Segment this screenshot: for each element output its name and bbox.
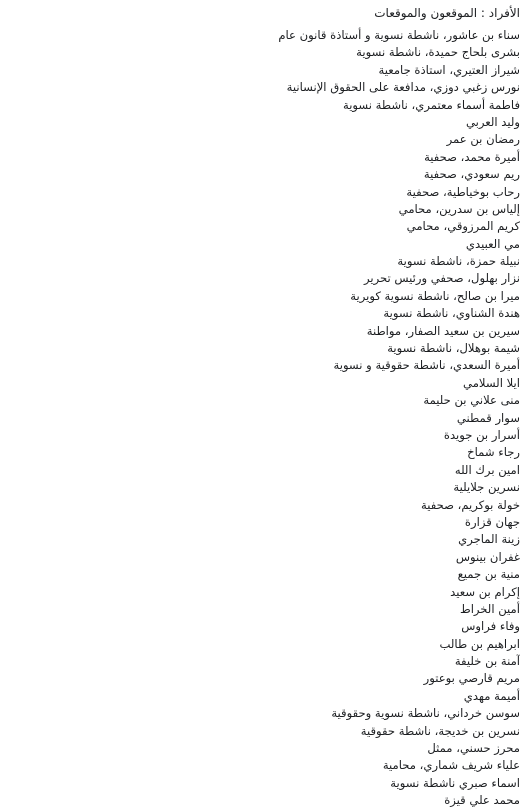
signatory-item: بشرى بلحاج حميدة، ناشطة نسوية (356, 45, 520, 60)
signatory-item: نزار بهلول، صحفي ورئيس تحرير (363, 271, 520, 286)
signatory-item: شيراز العتيري، استاذة جامعية (378, 62, 520, 77)
signatory-item: خولة بوكريم، صحفية (421, 497, 520, 512)
signatory-item: سيرين بن سعيد الصفار، مواطنة (366, 323, 520, 338)
signatory-item: منى علاني بن حليمة (423, 393, 520, 408)
signatory-item: نورس زغبي دوزي، مدافعة على الحقوق الإنسانية (286, 80, 520, 95)
signatory-item: هندة الشناوي، ناشطة نسوية (383, 306, 520, 321)
signatory-item: غفران بينوس (455, 549, 520, 564)
signatory-item: امين برك الله (454, 462, 520, 477)
signatory-item: سوار قمطني (456, 410, 520, 425)
signatory-item: نبيلة حمزة، ناشطة نسوية (397, 254, 520, 269)
signatory-item: أميمة مهدي (463, 688, 520, 703)
signatory-item: فاطمة أسماء معتمري، ناشطة نسوية (342, 97, 520, 112)
signatory-item: رجاء شماخ (467, 445, 520, 460)
signatory-item: إكرام بن سعيد (450, 584, 520, 599)
signatory-item: مي العبيدي (465, 236, 520, 251)
signatory-item: جهان قزارة (464, 514, 520, 529)
signatory-item: ريم سعودي، صحفية (423, 167, 520, 182)
signatory-item: إلياس بن سدرين، محامي (398, 201, 520, 216)
signatory-item: وليد العربي (465, 114, 520, 129)
signatory-item: سناء بن عاشور، ناشطة نسوية و أستاذة قانون عام (278, 28, 520, 42)
signatory-item: منية بن جميع (457, 567, 520, 582)
signatory-item: كريم المرزوقي، محامي (406, 219, 520, 234)
signatory-list (50, 27, 520, 810)
signatory-item: شيمة بوهلال، ناشطة نسوية (387, 341, 520, 356)
signatory-item: أميرة محمد، صحفية (424, 149, 520, 164)
signatory-item: أسرار بن جويدة (443, 427, 520, 442)
signatory-item: زينة الماجري (458, 532, 520, 547)
signatory-item: آمنة بن خليفة (454, 654, 520, 669)
signatory-item: أمين الخراط (459, 601, 520, 616)
signatory-item: أميرة السعدي، ناشطة حقوقية و نسوية (333, 358, 520, 373)
signatory-item: ميرا بن صالح، ناشطة نسوية كويرية (350, 288, 520, 303)
signatory-item: ايلا السلامي (463, 375, 520, 390)
signatory-item: رحاب بوخياطية، صحفية (406, 184, 520, 199)
signatory-item: سوسن خرداني، ناشطة نسوية وحقوقية (331, 706, 520, 721)
signatory-item: ابراهيم بن طالب (439, 636, 520, 651)
section-heading: الأفراد : الموقعون والموقعات (374, 6, 520, 20)
signatory-item: علياء شريف شماري، محامية (382, 758, 520, 773)
signatory-item: وفاء فراوس (461, 619, 520, 634)
signatory-item: رمضان بن عمر (446, 132, 520, 147)
signatory-item: محرز حسني، ممثل (427, 741, 520, 756)
signatory-item: اسماء صبري ناشطة نسوية (390, 775, 520, 790)
signatory-item: نسرين جلايلية (453, 480, 520, 495)
signatory-item: نسرين بن خديجة، ناشطة حقوقية (360, 723, 520, 738)
signatory-item: محمد علي قيزة (444, 793, 520, 808)
signatory-item: مريم قارصي بوعتور (423, 671, 520, 686)
